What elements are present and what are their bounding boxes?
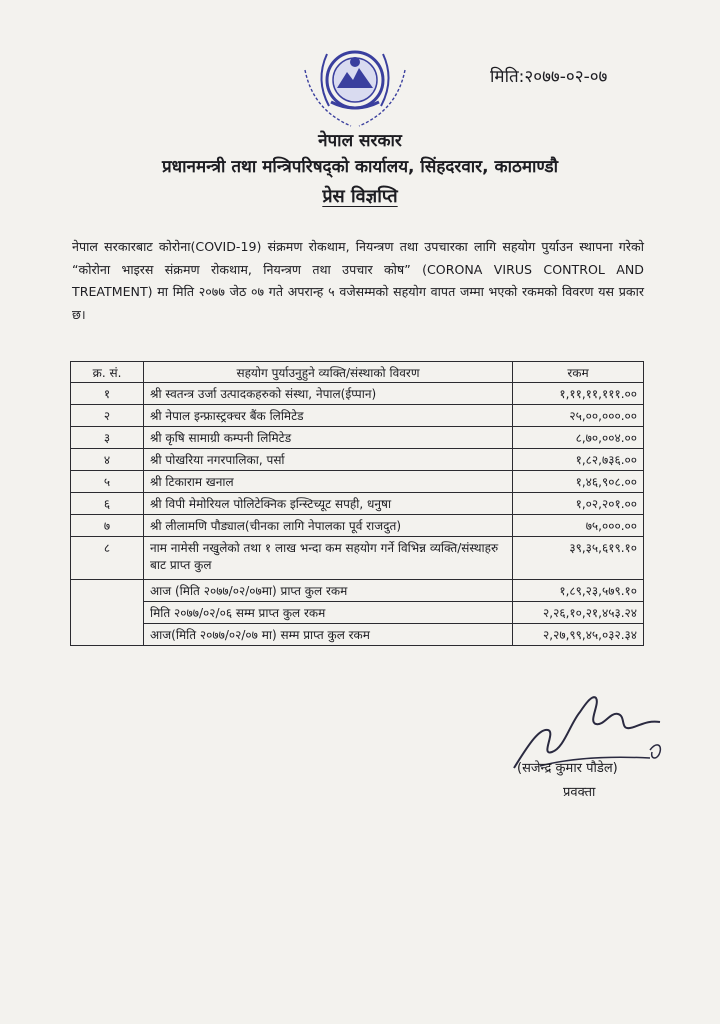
row-amount: १,११,११,१११.००	[513, 383, 644, 405]
table-row	[71, 405, 644, 427]
row-amount: ८,७०,००४.००	[513, 427, 644, 449]
table-row	[71, 515, 644, 537]
header-description: सहयोग पुर्याउनुहुने व्यक्ति/संस्थाको विवरण	[144, 362, 513, 383]
row-amount: २५,००,०००.००	[513, 405, 644, 427]
row-sn: ५	[71, 471, 144, 493]
table-row	[71, 427, 644, 449]
table-row	[71, 537, 644, 580]
total-amount: १,८९,२३,५७९.१०	[513, 580, 644, 602]
row-amount: ७५,०००.००	[513, 515, 644, 537]
row-description: श्री कृषि सामाग्री कम्पनी लिमिटेड	[144, 427, 513, 449]
office-name: प्रधानमन्त्री तथा मन्त्रिपरिषद्को कार्यालय, सिंहदरवार, काठमाण्डौ	[161, 157, 558, 177]
row-amount: १,०२,२०१.००	[513, 493, 644, 515]
header-sn: क्र. सं.	[71, 362, 144, 383]
row-description: श्री टिकाराम खनाल	[144, 471, 513, 493]
total-label: आज (मिति २०७७/०२/०७मा) प्राप्त कुल रकम	[144, 580, 513, 602]
row-description: नाम नामेसी नखुलेको तथा १ लाख भन्दा कम सहयोग गर्ने विभिन्न व्यक्ति/संस्थाहरु बाट प्राप्त कुल	[144, 537, 513, 580]
row-description: श्री पोखरिया नगरपालिका, पर्सा	[144, 449, 513, 471]
row-sn: ६	[71, 493, 144, 515]
row-amount: ३९,३५,६१९.१०	[513, 537, 644, 580]
issue-date: मिति:२०७७-०२-०७	[490, 67, 608, 87]
total-label: आज(मिति २०७७/०२/०७ मा) सम्म प्राप्त कुल रकम	[144, 624, 513, 646]
row-sn: ७	[71, 515, 144, 537]
total-row	[71, 624, 644, 646]
table-row	[71, 383, 644, 405]
row-sn: ३	[71, 427, 144, 449]
government-name: नेपाल सरकार	[318, 131, 402, 151]
total-row-blank	[71, 580, 144, 602]
signatory-name: (सजेन्द्र कुमार पौडेल)	[517, 761, 618, 776]
document-title-text: प्रेस विज्ञप्ति	[322, 186, 398, 207]
document-title	[0, 184, 720, 208]
table-header-row	[71, 362, 644, 383]
header-amount: रकम	[513, 362, 644, 383]
row-amount: १,८२,७३६.००	[513, 449, 644, 471]
row-sn: २	[71, 405, 144, 427]
total-label: मिति २०७७/०२/०६ सम्म प्राप्त कुल रकम	[144, 602, 513, 624]
row-sn: ८	[71, 537, 144, 580]
table-row	[71, 471, 644, 493]
row-amount: १,४६,९०८.००	[513, 471, 644, 493]
total-amount: २,२७,९९,४५,०३२.३४	[513, 624, 644, 646]
row-sn: १	[71, 383, 144, 405]
total-row-blank	[71, 602, 144, 624]
row-description: श्री लीलामणि पौड्याल(चीनका लागि नेपालका पूर्व राजदुत)	[144, 515, 513, 537]
table-row	[71, 449, 644, 471]
total-row-blank	[71, 624, 144, 646]
table-row	[71, 493, 644, 515]
signatory-role: प्रवक्ता	[563, 785, 596, 800]
total-row	[71, 602, 644, 624]
row-description: श्री विपी मेमोरियल पोलिटेक्निक इन्स्टिच्यूट सपही, धनुषा	[144, 493, 513, 515]
row-sn: ४	[71, 449, 144, 471]
body-paragraph: नेपाल सरकारबाट कोरोना(COVID-19) संक्रमण रोकथाम, नियन्त्रण तथा उपचारका लागि सहयोग पुर्याउन स्थापना गरेको “कोरोना भाइरस संक्रमण रोकथाम, नियन्त्रण तथा उपचार कोष” (CORONA VIRUS CONTROL AND TREATMENT) मा मिति २०७७ जेठ ०७ गते अपरान्ह ५ वजेसम्मको सहयोग वापत जम्मा भएको रकमको विवरण यस प्रकार छ।	[72, 239, 644, 322]
row-description: श्री नेपाल इन्फ्रास्ट्रक्चर बैंक लिमिटेड	[144, 405, 513, 427]
total-row	[71, 580, 644, 602]
row-description: श्री स्वतन्त्र उर्जा उत्पादकहरुको संस्था, नेपाल(ईप्पान)	[144, 383, 513, 405]
donations-table	[70, 361, 644, 646]
total-amount: २,२६,१०,२१,४५३.२४	[513, 602, 644, 624]
